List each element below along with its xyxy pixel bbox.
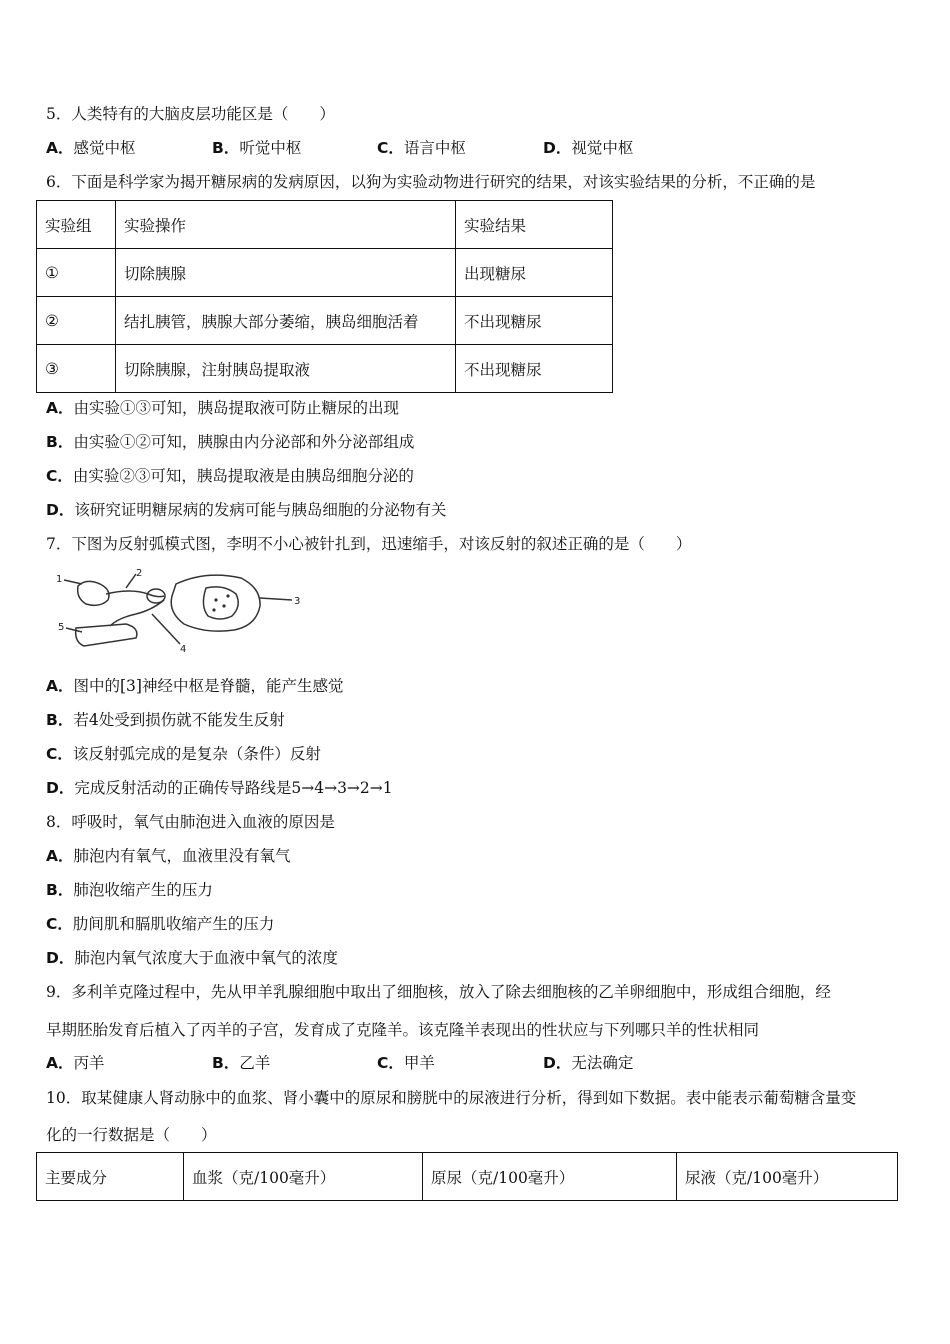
q8-option-d: D．肺泡内氧气浓度大于血液中氧气的浓度	[46, 949, 338, 967]
q10-stem-line1: 10．取某健康人肾动脉中的血浆、肾小囊中的原尿和膀胱中的尿液进行分析，得到如下数据。表中能表示葡萄糖含量变	[46, 1089, 857, 1107]
dot	[214, 598, 217, 601]
dot	[212, 608, 215, 611]
q5-option-d: D．视觉中枢	[543, 139, 634, 157]
q9-option-b: B．乙羊	[212, 1054, 271, 1072]
q7-option-c: C．该反射弧完成的是复杂（条件）反射	[46, 745, 321, 763]
table-header-row	[37, 1153, 898, 1201]
table-cell: ①	[37, 249, 116, 297]
q8-option-b: B．肺泡收缩产生的压力	[46, 881, 213, 899]
q5-option-a: A．感觉中枢	[46, 139, 136, 157]
table-cell: 结扎胰管，胰腺大部分萎缩，胰岛细胞活着	[116, 297, 456, 345]
spinal-cord-shape	[171, 575, 260, 631]
table-cell: ②	[37, 297, 116, 345]
q6-option-b: B．由实验①②可知，胰腺由内分泌部和外分泌部组成	[46, 433, 415, 451]
leader-line-2	[126, 574, 136, 588]
diagram-label-1: 1	[56, 574, 63, 585]
table-header-row	[37, 201, 613, 249]
table-header-cell: 主要成分	[37, 1153, 184, 1201]
table-cell: 出现糖尿	[456, 249, 613, 297]
q5-option-c: C．语言中枢	[377, 139, 466, 157]
diagram-label-3: 3	[294, 596, 301, 607]
q9-option-a: A．丙羊	[46, 1054, 105, 1072]
table-cell: 切除胰腺	[116, 249, 456, 297]
diagram-label-2: 2	[136, 568, 143, 579]
q8-stem: 8．呼吸时，氧气由肺泡进入血液的原因是	[46, 813, 335, 831]
q7-stem: 7．下图为反射弧模式图，李明不小心被针扎到，迅速缩手，对该反射的叙述正确的是（ ）	[46, 535, 692, 553]
dot	[226, 594, 229, 597]
q6-experiment-table	[36, 200, 613, 393]
q8-option-c: C．肋间肌和膈肌收缩产生的压力	[46, 915, 275, 933]
q9-option-d: D．无法确定	[543, 1054, 634, 1072]
q9-stem-line1: 9．多利羊克隆过程中，先从甲羊乳腺细胞中取出了细胞核，放入了除去细胞核的乙羊卵细胞中，形成组合细胞，经	[46, 983, 831, 1001]
q7-option-b: B．若4处受到损伤就不能发生反射	[46, 711, 285, 729]
table-cell: 不出现糖尿	[456, 345, 613, 393]
leader-line-4	[152, 614, 180, 644]
table-cell: 不出现糖尿	[456, 297, 613, 345]
q7-option-a: A．图中的[3]神经中枢是脊髓，能产生感觉	[46, 677, 344, 695]
table-header-cell: 原尿（克/100毫升）	[423, 1153, 677, 1201]
q5-option-b: B．听觉中枢	[212, 139, 302, 157]
table-cell: ③	[37, 345, 116, 393]
table-header-cell: 尿液（克/100毫升）	[677, 1153, 898, 1201]
q6-stem: 6．下面是科学家为揭开糖尿病的发病原因，以狗为实验动物进行研究的结果，对该实验结果的分析，不正确的是	[46, 173, 816, 191]
q10-data-table	[36, 1152, 898, 1201]
grey-matter-shape	[203, 587, 238, 619]
q7-option-d: D．完成反射活动的正确传导路线是5→4→3→2→1	[46, 779, 393, 797]
q5-stem: 5．人类特有的大脑皮层功能区是（ ）	[46, 105, 335, 123]
dot	[222, 604, 225, 607]
table-row	[37, 345, 613, 393]
afferent-nerve-shape	[106, 591, 164, 597]
q9-option-c: C．甲羊	[377, 1054, 435, 1072]
reflex-arc-diagram	[56, 566, 306, 654]
q9-stem-line2: 早期胚胎发育后植入了丙羊的子宫，发育成了克隆羊。该克隆羊表现出的性状应与下列哪只羊的性状相同	[46, 1021, 760, 1039]
table-header-cell: 血浆（克/100毫升）	[184, 1153, 423, 1201]
effector-muscle-shape	[76, 624, 137, 646]
q6-option-d: D．该研究证明糖尿病的发病可能与胰岛细胞的分泌物有关	[46, 501, 447, 519]
leader-line-3	[260, 598, 292, 600]
q6-option-a: A．由实验①③可知，胰岛提取液可防止糖尿的出现	[46, 399, 400, 417]
table-cell: 切除胰腺，注射胰岛提取液	[116, 345, 456, 393]
q6-option-c: C．由实验②③可知，胰岛提取液是由胰岛细胞分泌的	[46, 467, 414, 485]
table-header-cell: 实验组	[37, 201, 116, 249]
diagram-label-4: 4	[180, 644, 187, 654]
receptor-finger-shape	[78, 581, 109, 605]
q10-stem-line2: 化的一行数据是（ ）	[46, 1126, 217, 1144]
table-row	[37, 249, 613, 297]
table-header-cell: 实验操作	[116, 201, 456, 249]
leader-line-5	[66, 628, 82, 632]
diagram-label-5: 5	[58, 622, 65, 633]
leader-line-1	[64, 580, 82, 584]
efferent-nerve-shape	[110, 600, 164, 626]
table-header-cell: 实验结果	[456, 201, 613, 249]
table-row	[37, 297, 613, 345]
q8-option-a: A．肺泡内有氧气，血液里没有氧气	[46, 847, 291, 865]
